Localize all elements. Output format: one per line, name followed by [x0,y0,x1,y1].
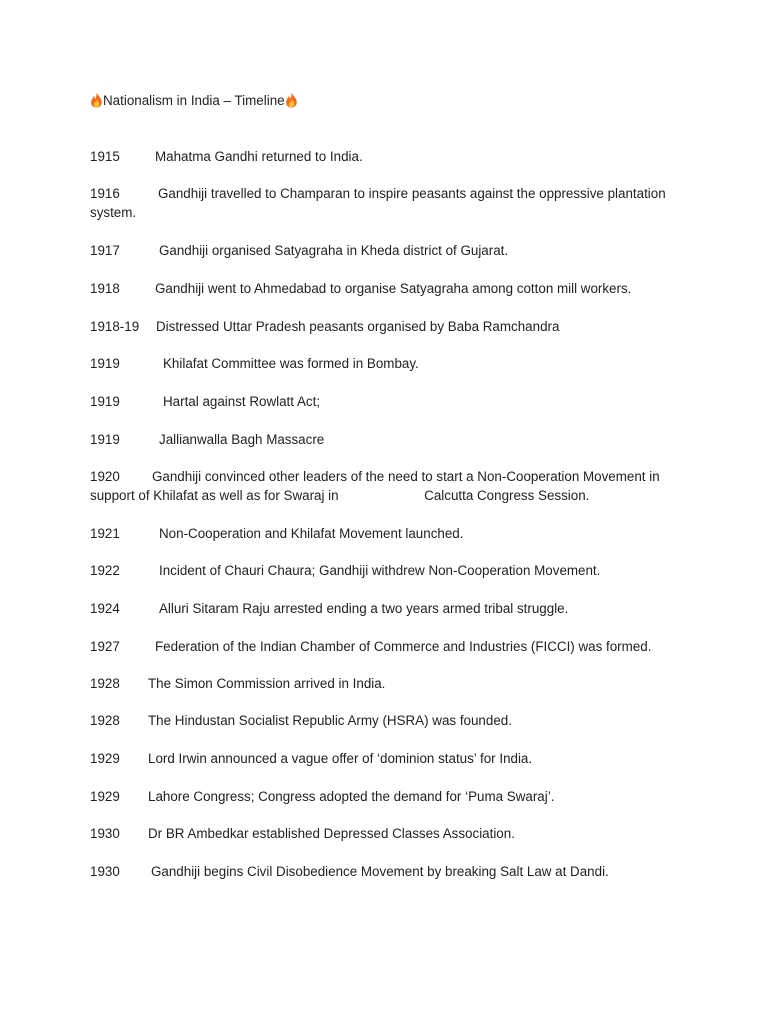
entry-text: Lahore Congress; Congress adopted the demand for ‘Puma Swaraj’. [148,789,555,804]
entry-year: 1919 [90,432,120,447]
entry-year: 1918-19 [90,319,140,334]
entry-year: 1927 [90,639,120,654]
entry-text: Lord Irwin announced a vague offer of ‘dominion status’ for India. [148,751,533,766]
entry-year: 1929 [90,751,120,766]
timeline-entry [90,863,690,882]
entry-year: 1928 [90,676,120,691]
timeline-entry [90,242,690,261]
entry-year: 1924 [90,601,120,616]
timeline-entry [90,788,690,807]
entry-year: 1919 [90,394,120,409]
entry-year: 1922 [90,563,120,578]
entry-text: Gandhiji went to Ahmedabad to organise Satyagraha among cotton mill workers. [155,281,632,296]
entry-year: 1915 [90,149,120,164]
entry-text: Gandhiji travelled to Champaran to inspire peasants against the oppressive plantation system. [90,186,666,220]
entry-text: The Simon Commission arrived in India. [148,676,386,691]
timeline-entry [90,393,690,412]
entry-text: Incident of Chauri Chaura; Gandhiji withdrew Non-Cooperation Movement. [159,563,601,578]
entry-text: Gandhiji begins Civil Disobedience Movement by breaking Salt Law at Dandi. [151,864,609,879]
timeline-entry [90,468,690,505]
entry-text: Alluri Sitaram Raju arrested ending a two years armed tribal struggle. [159,601,569,616]
entry-text: The Hindustan Socialist Republic Army (HSRA) was founded. [148,713,512,728]
timeline-entry [90,825,690,844]
entry-text: Khilafat Committee was formed in Bombay. [163,356,419,371]
timeline-entry [90,712,690,731]
timeline-entry [90,525,690,544]
entry-text: Gandhiji organised Satyagraha in Kheda district of Gujarat. [159,243,509,258]
entry-text: Non-Cooperation and Khilafat Movement launched. [159,526,464,541]
timeline-entry [90,318,690,337]
timeline-entry [90,562,690,581]
entry-text: Jallianwalla Bagh Massacre [159,432,325,447]
timeline-entry [90,280,690,299]
entry-year: 1920 [90,469,120,484]
entry-text: Distressed Uttar Pradesh peasants organised by Baba Ramchandra [156,319,560,334]
timeline-entry [90,355,690,374]
entry-year: 1929 [90,789,120,804]
timeline-entry [90,600,690,619]
entry-year: 1917 [90,243,120,258]
entry-text: Federation of the Indian Chamber of Commerce and Industries (FICCI) was formed. [155,639,652,654]
timeline-entry [90,638,690,657]
entry-year: 1930 [90,826,120,841]
timeline-entry [90,148,690,167]
entry-text: Gandhiji convinced other leaders of the need to start a Non-Cooperation Movement in support of Khilafat as well as for Swaraj in Calcutta Congress Session. [90,469,664,503]
entry-year: 1919 [90,356,120,371]
entry-text: Dr BR Ambedkar established Depressed Classes Association. [148,826,515,841]
fire-icon [285,92,298,108]
document-title-text: Nationalism in India – Timeline [103,93,285,108]
entry-year: 1918 [90,281,120,296]
entry-text: Hartal against Rowlatt Act; [163,394,321,409]
entry-year: 1921 [90,526,120,541]
timeline-entry [90,431,690,450]
entry-year: 1930 [90,864,120,879]
entry-text: Mahatma Gandhi returned to India. [155,149,363,164]
document-title [90,92,298,110]
timeline-entry [90,185,690,222]
timeline-entry [90,675,690,694]
entry-year: 1916 [90,186,120,201]
entry-year: 1928 [90,713,120,728]
fire-icon [90,92,103,108]
timeline-entry [90,750,690,769]
